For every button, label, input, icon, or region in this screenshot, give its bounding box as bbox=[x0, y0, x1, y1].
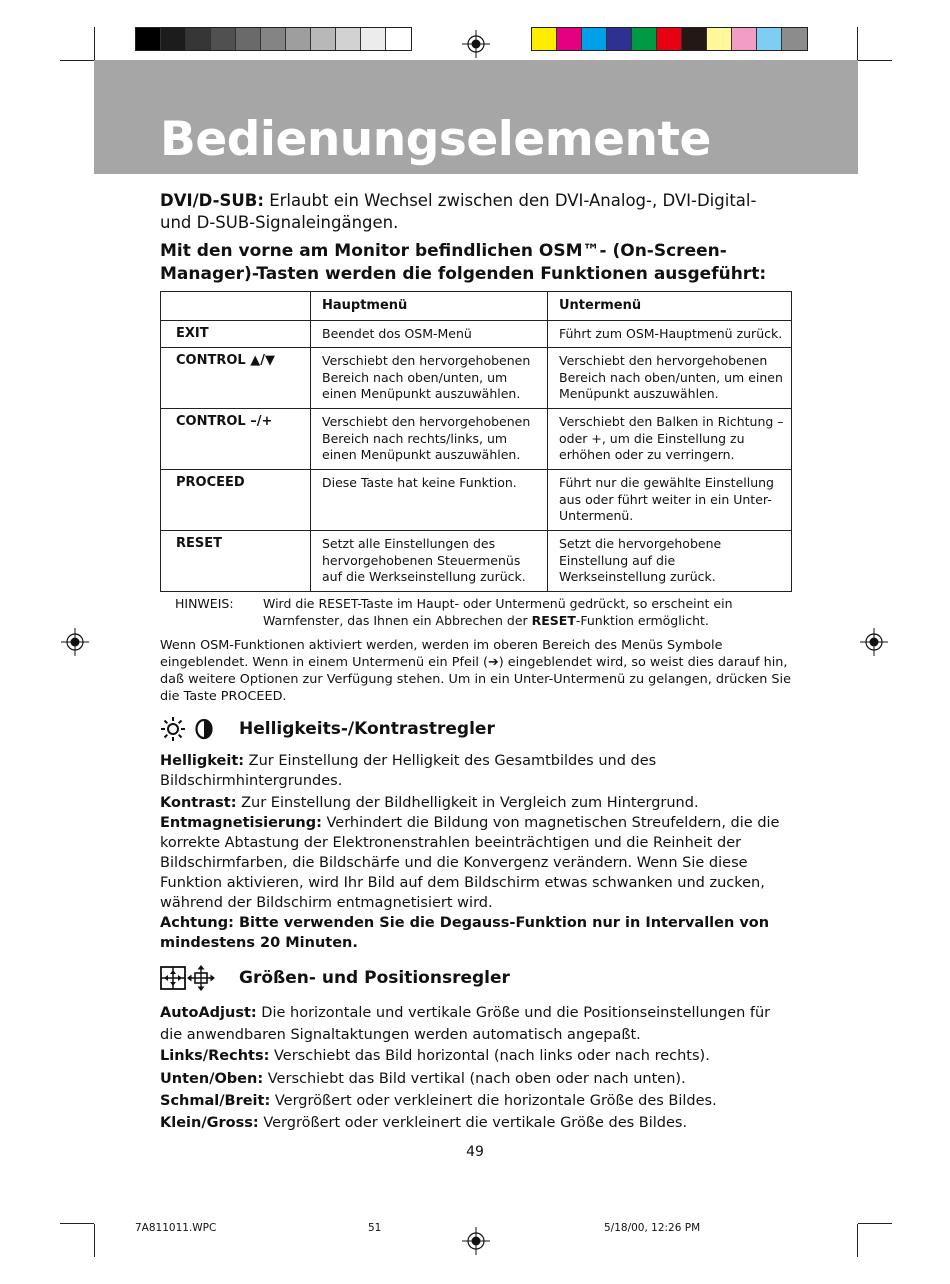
term-label: Links/Rechts: bbox=[160, 1048, 270, 1064]
table-cell: Führt zum OSM-Hauptmenü zurück. bbox=[548, 320, 792, 348]
table-cell: RESET bbox=[161, 531, 311, 592]
footer-date: 5/18/00, 12:26 PM bbox=[604, 1222, 701, 1234]
table-row bbox=[161, 348, 792, 409]
osm-heading: Mit den vorne am Monitor befindlichen OSM™- (On-Screen-Manager)-Tasten werden die folgenden Funktionen ausgeführt: bbox=[160, 241, 767, 284]
term-label: Klein/Gross: bbox=[160, 1115, 259, 1131]
term-text: Verschiebt das Bild horizontal (nach links oder nach rechts). bbox=[269, 1048, 710, 1064]
crop-mark bbox=[94, 27, 95, 60]
osm-intro-paragraph: Wenn OSM-Funktionen aktiviert werden, werden im oberen Bereich des Menüs Symbole eingeblendet. Wenn in einem Untermenü ein Pfeil (➔) eingeblendet wird, so weist dies darauf hin, daß weitere Optionen zur Verfügung stehen. Um in ein Unter-Untermenü zu gelangen, drücken Sie die Taste PROCEED. bbox=[160, 638, 791, 704]
crop-mark bbox=[857, 27, 858, 60]
contrast-paragraph bbox=[160, 793, 792, 813]
color-swatch bbox=[286, 28, 311, 50]
table-row bbox=[161, 531, 792, 592]
section-heading: Helligkeits-/Kontrastregler bbox=[239, 719, 495, 739]
term-label: AutoAdjust: bbox=[160, 1005, 257, 1021]
term-label: Kontrast: bbox=[160, 795, 237, 811]
note-bold: RESET bbox=[531, 613, 576, 628]
table-header: Hauptmenü bbox=[311, 292, 548, 321]
crop-mark bbox=[858, 60, 892, 61]
term-label: Helligkeit: bbox=[160, 753, 245, 769]
color-swatch bbox=[336, 28, 361, 50]
table-header-row bbox=[161, 292, 792, 321]
note-text-after: -Funktion ermöglicht. bbox=[575, 613, 709, 628]
note-label: HINWEIS: bbox=[175, 596, 234, 611]
table-header: Untermenü bbox=[548, 292, 792, 321]
size-icon bbox=[160, 966, 186, 990]
term-text: Die horizontale und vertikale Größe und die Positionseinstellungen für die anwendbaren Signaltaktungen werden automatisch angepaßt. bbox=[160, 1005, 771, 1043]
left-right-paragraph bbox=[160, 1046, 792, 1066]
registration-mark-icon bbox=[462, 30, 490, 58]
section-heading: Größen- und Positionsregler bbox=[239, 968, 510, 988]
color-swatch bbox=[682, 28, 707, 50]
table-row bbox=[161, 409, 792, 470]
warning-text: Achtung: Bitte verwenden Sie die Degauss-Funktion nur in Intervallen von mindestens 20 Minuten. bbox=[160, 915, 770, 951]
brightness-icon bbox=[160, 716, 188, 742]
term-text: Vergrößert oder verkleinert die horizontale Größe des Bildes. bbox=[270, 1093, 717, 1109]
table-cell: Führt nur die gewählte Einstellung aus oder führt weiter in ein Unter-Untermenü. bbox=[548, 470, 792, 531]
table-cell: Verschiebt den hervorgehobenen Bereich nach rechts/links, um einen Menüpunkt auszuwählen. bbox=[311, 409, 548, 470]
gray-swatch-strip bbox=[135, 27, 412, 51]
color-swatch bbox=[311, 28, 336, 50]
contrast-icon bbox=[194, 718, 214, 740]
table-cell: Verschiebt den Balken in Richtung – oder +, um die Einstellung zu erhöhen oder zu verringern. bbox=[548, 409, 792, 470]
table-header bbox=[161, 292, 311, 321]
color-swatch bbox=[532, 28, 557, 50]
page-title: Bedienungselemente bbox=[160, 112, 711, 167]
dvi-text: Erlaubt ein Wechsel zwischen den DVI-Analog-, DVI-Digital- und D-SUB-Signaleingängen. bbox=[160, 191, 757, 232]
color-swatch bbox=[757, 28, 782, 50]
section-brightness-contrast bbox=[160, 716, 792, 742]
color-swatch bbox=[236, 28, 261, 50]
color-swatch bbox=[557, 28, 582, 50]
term-text: Zur Einstellung der Helligkeit des Gesamtbildes und des Bildschirmhintergrundes. bbox=[160, 753, 657, 789]
brightness-paragraph bbox=[160, 751, 792, 791]
color-swatch bbox=[211, 28, 236, 50]
page-number: 49 bbox=[466, 1144, 484, 1160]
registration-mark-icon bbox=[462, 1227, 490, 1255]
table-cell: EXIT bbox=[161, 320, 311, 348]
color-swatch bbox=[386, 28, 411, 50]
color-swatch bbox=[732, 28, 757, 50]
table-cell: CONTROL –/+ bbox=[161, 409, 311, 470]
footer-sheet: 51 bbox=[368, 1222, 382, 1234]
color-swatch bbox=[361, 28, 386, 50]
note-text-before: Wird die RESET-Taste im Haupt- oder Untermenü gedrückt, so erscheint ein Warnfenster, das Ihnen ein Abbrechen der bbox=[263, 596, 733, 628]
table-row bbox=[161, 320, 792, 348]
crop-mark bbox=[858, 1223, 892, 1224]
term-text: Verhindert die Bildung von magnetischen Streufeldern, die die korrekte Abtastung der Elektronenstrahlen beeinträchtigen und die Reinheit der Bildschirmfarben, die Bildschärfe und die Konvergenz verändern. Wenn Sie diese Funktion aktivieren, wird Ihr Bild auf dem Bildschirm etwas schwanken und zucken, während der Bildschirm entmagnetisiert wird. bbox=[160, 815, 780, 911]
osm-function-table bbox=[160, 291, 792, 592]
color-swatch bbox=[186, 28, 211, 50]
crop-mark bbox=[60, 60, 94, 61]
term-text: Vergrößert oder verkleinert die vertikale Größe des Bildes. bbox=[258, 1115, 688, 1131]
table-row bbox=[161, 470, 792, 531]
color-swatch bbox=[161, 28, 186, 50]
table-cell: Setzt alle Einstellungen des hervorgehobenen Steuermenüs auf die Werkseinstellung zurück. bbox=[311, 531, 548, 592]
small-large-paragraph bbox=[160, 1113, 792, 1133]
section-size-position bbox=[160, 965, 792, 991]
table-cell: Verschiebt den hervorgehobenen Bereich nach oben/unten, um einen Menüpunkt auszuwählen. bbox=[548, 348, 792, 409]
table-cell: Diese Taste hat keine Funktion. bbox=[311, 470, 548, 531]
color-swatch bbox=[707, 28, 732, 50]
dvi-label: DVI/D-SUB: bbox=[160, 191, 264, 210]
table-cell: PROCEED bbox=[161, 470, 311, 531]
color-swatch bbox=[632, 28, 657, 50]
term-label: Unten/Oben: bbox=[160, 1071, 264, 1087]
registration-mark-icon bbox=[61, 628, 89, 656]
crop-mark bbox=[94, 1224, 95, 1257]
color-swatch bbox=[136, 28, 161, 50]
color-swatch bbox=[582, 28, 607, 50]
table-cell: Verschiebt den hervorgehobenen Bereich nach oben/unten, um einen Menüpunkt auszuwählen. bbox=[311, 348, 548, 409]
crop-mark bbox=[60, 1223, 94, 1224]
position-icon bbox=[187, 965, 215, 991]
down-up-paragraph bbox=[160, 1069, 792, 1089]
color-swatch bbox=[607, 28, 632, 50]
term-text: Zur Einstellung der Bildhelligkeit in Vergleich zum Hintergrund. bbox=[236, 795, 699, 811]
degauss-paragraph bbox=[160, 813, 792, 913]
footer-file: 7A811011.WPC bbox=[135, 1222, 217, 1234]
dvi-paragraph bbox=[160, 190, 792, 234]
color-swatch bbox=[782, 28, 807, 50]
note-text bbox=[263, 595, 773, 629]
degauss-warning bbox=[160, 913, 792, 953]
color-swatch bbox=[657, 28, 682, 50]
term-text: Verschiebt das Bild vertikal (nach oben oder nach unten). bbox=[263, 1071, 686, 1087]
registration-mark-icon bbox=[860, 628, 888, 656]
term-label: Schmal/Breit: bbox=[160, 1093, 271, 1109]
table-cell: Beendet dos OSM-Menü bbox=[311, 320, 548, 348]
color-swatch-strip bbox=[531, 27, 808, 51]
color-swatch bbox=[261, 28, 286, 50]
table-cell: Setzt die hervorgehobene Einstellung auf die Werkseinstellung zurück. bbox=[548, 531, 792, 592]
table-cell: CONTROL ▲/▼ bbox=[161, 348, 311, 409]
narrow-wide-paragraph bbox=[160, 1091, 792, 1111]
autoadjust-paragraph bbox=[160, 1002, 792, 1046]
crop-mark bbox=[857, 1224, 858, 1257]
term-label: Entmagnetisierung: bbox=[160, 815, 322, 831]
